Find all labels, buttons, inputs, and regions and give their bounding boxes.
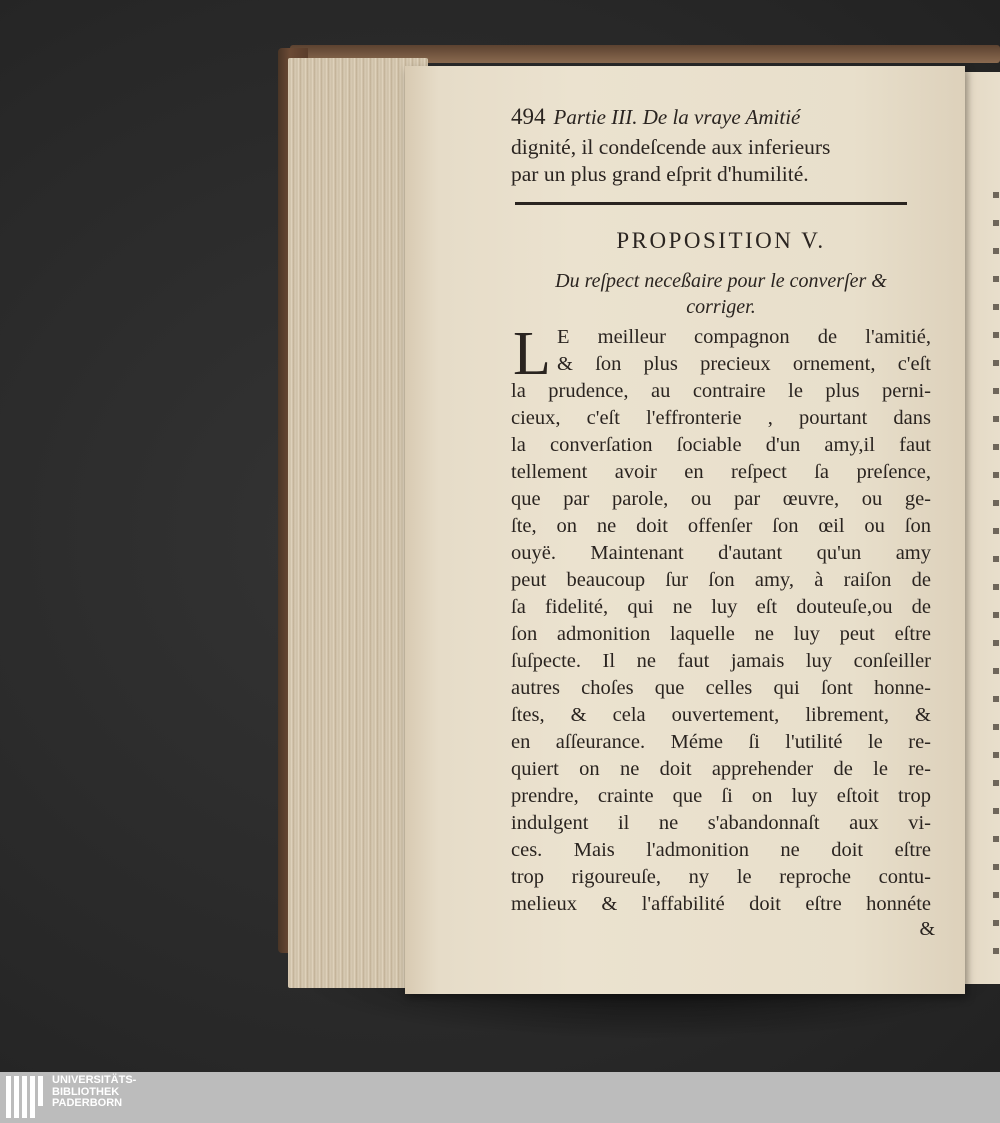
drop-cap: L [513,320,551,388]
library-footer-bar [0,1072,1000,1123]
body-line: en aſſeurance. Méme ſi l'utilité le re- [511,731,931,753]
proposition-subtitle: corriger. [686,296,756,318]
body-line: la converſation ſociable d'un amy,il faut [511,434,931,456]
running-head: Partie III. De la vraye Amitié [553,105,801,129]
facing-page-text-marks [993,192,999,972]
opening-line: dignité, il condeſcende aux inferieurs [511,135,831,159]
body-line: ſa fidelité, qui ne luy eſt douteuſe,ou de [511,596,931,618]
body-line: ſon admonition laquelle ne luy peut eſtre [511,623,931,645]
body-line: peut beaucoup ſur ſon amy, à raiſon de [511,569,931,591]
body-line: la prudence, au contraire le plus perni- [511,380,931,402]
library-logo-text [52,1075,192,1110]
body-line: trop rigoureuſe, ny le reproche contu- [511,866,931,888]
body-line: que par parole, ou par œuvre, ou ge- [511,488,931,510]
proposition-title: PROPOSITION V. [616,228,826,253]
logo-line: UNIVERSITÄTS- [52,1074,137,1086]
running-header [511,104,931,134]
section-rule [515,202,907,205]
body-line: tellement avoir en reſpect ſa preſence, [511,461,931,483]
body-line: cieux, c'eſt l'effronterie , pourtant dans [511,407,931,429]
body-line: prendre, crainte que ſi on luy eſtoit trop [511,785,931,807]
body-line: E meilleur compagnon de l'amitié, [557,326,931,348]
body-line: ſuſpecte. Il ne faut jamais luy conſeiller [511,650,931,672]
page-number: 494 [511,104,546,129]
body-line: quiert on ne doit apprehender de le re- [511,758,931,780]
body-line: ouyë. Maintenant d'autant qu'un amy [511,542,931,564]
body-line: autres choſes que celles qui ſont honne- [511,677,931,699]
opening-line: par un plus grand eſprit d'humilité. [511,162,809,186]
body-line: ces. Mais l'admonition ne doit eſtre [511,839,931,861]
logo-line: BIBLIOTHEK [52,1085,120,1098]
body-line: ſte, on ne doit offenſer ſon œil ou ſon [511,515,931,537]
proposition-subtitle: Du reſpect neceßaire pour le converſer & [555,270,887,292]
body-line: indulgent il ne s'abandonnaſt aux vi- [511,812,931,834]
body-line: ſtes, & cela ouvertement, librement, & [511,704,931,726]
body-line: & ſon plus precieux ornement, c'eſt [557,353,931,375]
catchword: & [919,918,935,940]
body-line: melieux & l'affabilité doit eſtre honnéte [511,893,931,915]
library-logo-icon [6,1076,48,1118]
logo-line: PADERBORN [52,1097,123,1109]
